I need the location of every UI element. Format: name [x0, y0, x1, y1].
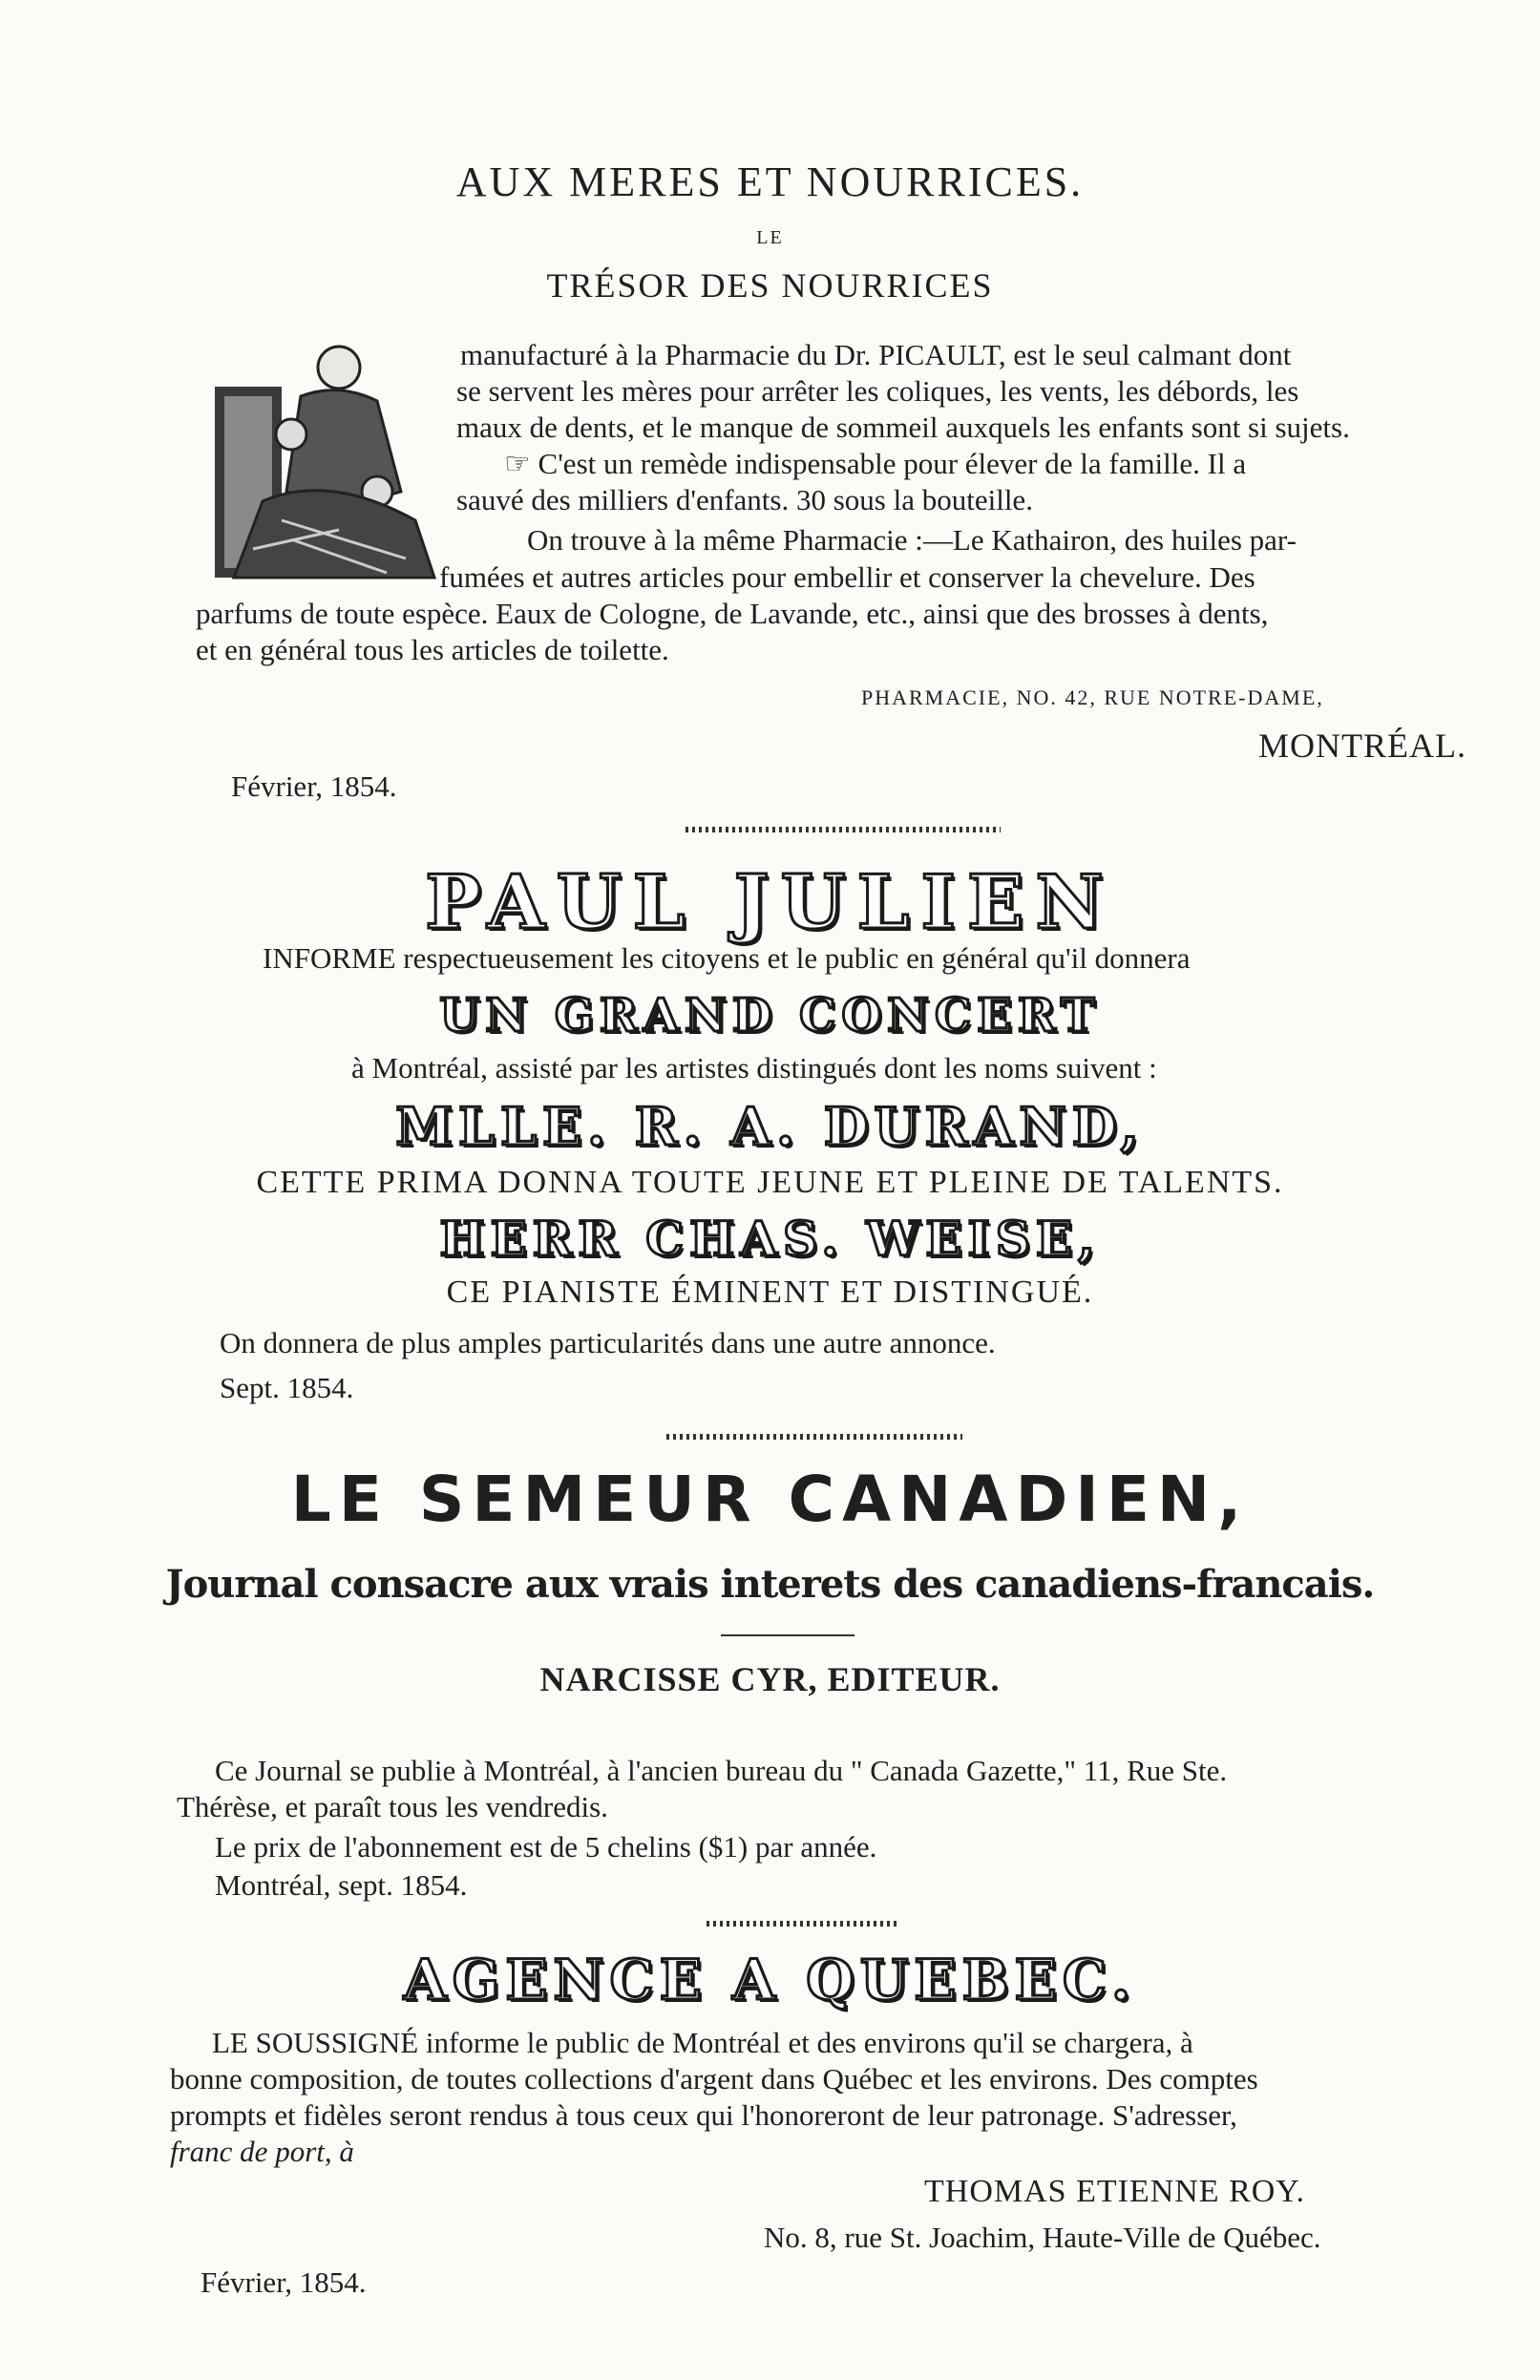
- ad2-artist1-desc: CETTE PRIMA DONNA TOUTE JEUNE ET PLEINE DE TALENTS.: [256, 1165, 1284, 1200]
- ad1-line-3: maux de dents, et le manque de sommeil auxquels les enfants sont si sujets.: [456, 411, 1350, 444]
- ad4-line3: prompts et fidèles seront rendus à tous ceux qui l'honoreront de leur patronage. S'adresser,: [170, 2098, 1237, 2132]
- ad4-title: AGENCE A QUEBEC.: [403, 1948, 1137, 2012]
- ad2-intro: INFORME respectueusement les citoyens et le public en général qu'il donnera: [263, 941, 1191, 975]
- ad1-address: PHARMACIE, NO. 42, RUE NOTRE-DAME,: [861, 685, 1324, 709]
- ad2-artist1: MLLE. R. A. DURAND,: [395, 1096, 1145, 1157]
- ad3-date: Montréal, sept. 1854.: [215, 1868, 468, 1902]
- ad4-date: Février, 1854.: [200, 2265, 367, 2299]
- divider-2: [666, 1434, 962, 1440]
- ad1-subtitle: TRÉSOR DES NOURRICES: [546, 266, 994, 305]
- ad1-line-2: se servent les mères pour arrêter les coliques, les vents, les débords, les: [456, 374, 1299, 408]
- ad3-line3: Le prix de l'abonnement est de 5 chelins ($1) par année.: [215, 1830, 877, 1864]
- ad4-address: No. 8, rue St. Joachim, Haute-Ville de Québec.: [764, 2221, 1321, 2254]
- mother-child-illustration: [196, 329, 454, 597]
- ad1-line-9: et en général tous les articles de toilette.: [196, 633, 669, 666]
- ad1-line-8: parfums de toute espèce. Eaux de Cologne, de Lavande, etc., ainsi que des brosses à dents,: [196, 597, 1269, 630]
- ad2-line2: à Montréal, assisté par les artistes distingués dont les noms suivent :: [351, 1051, 1157, 1085]
- ad1-line-5: sauvé des milliers d'enfants. 30 sous la bouteille.: [456, 483, 1033, 516]
- ad4-line4: [170, 2134, 354, 2169]
- ad2-headline: UN GRAND CONCERT: [439, 989, 1101, 1043]
- divider-4: [707, 1921, 897, 1927]
- ad1-le: LE: [756, 227, 784, 248]
- ad4-line2: bonne composition, de toutes collections d'argent dans Québec et les environs. Des comptes: [170, 2062, 1258, 2096]
- ad1-city: MONTRÉAL.: [1258, 727, 1466, 765]
- ad2-artist2: HERR CHAS. WEISE,: [439, 1211, 1101, 1267]
- ad2-more: On donnera de plus amples particularités dans une autre annonce.: [220, 1326, 996, 1359]
- ad1-line-1: manufacturé à la Pharmacie du Dr. PICAULT, est le seul calmant dont: [460, 338, 1292, 371]
- ad4-line4-text: franc de port, à: [170, 2135, 354, 2168]
- ad1-title: AUX MERES ET NOURRICES.: [455, 158, 1085, 205]
- ad1-line-7: fumées et autres articles pour embellir et conserver la chevelure. Des: [439, 560, 1255, 594]
- ad3-line2: Thérèse, et paraît tous les vendredis.: [177, 1790, 608, 1823]
- ad1-line-4: ☞ C'est un remède indispensable pour élever de la famille. Il a: [504, 447, 1247, 480]
- ad3-editor: NARCISSE CYR, EDITEUR.: [539, 1660, 1001, 1698]
- ad2-date: Sept. 1854.: [220, 1371, 354, 1404]
- divider-3: [721, 1634, 854, 1636]
- ad3-line1: Ce Journal se publie à Montréal, à l'ancien bureau du " Canada Gazette," 11, Rue Ste.: [215, 1754, 1228, 1787]
- ad3-title: LE SEMEUR CANADIEN,: [290, 1463, 1250, 1536]
- ad2-artist2-desc: CE PIANISTE ÉMINENT ET DISTINGUÉ.: [446, 1274, 1094, 1310]
- ad2-name: PAUL JULIEN: [425, 859, 1115, 946]
- ad4-signature: THOMAS ETIENNE ROY.: [924, 2174, 1305, 2209]
- divider-1: [686, 827, 1001, 832]
- ad3-subtitle: Journal consacre aux vrais interets des canadiens-francais.: [165, 1562, 1375, 1607]
- ad4-line1: LE SOUSSIGNÉ informe le public de Montréal et des environs qu'il se chargera, à: [212, 2026, 1193, 2059]
- ad1-date: Février, 1854.: [231, 769, 397, 803]
- ad1-line-6: On trouve à la même Pharmacie :—Le Kathairon, des huiles par-: [527, 523, 1297, 557]
